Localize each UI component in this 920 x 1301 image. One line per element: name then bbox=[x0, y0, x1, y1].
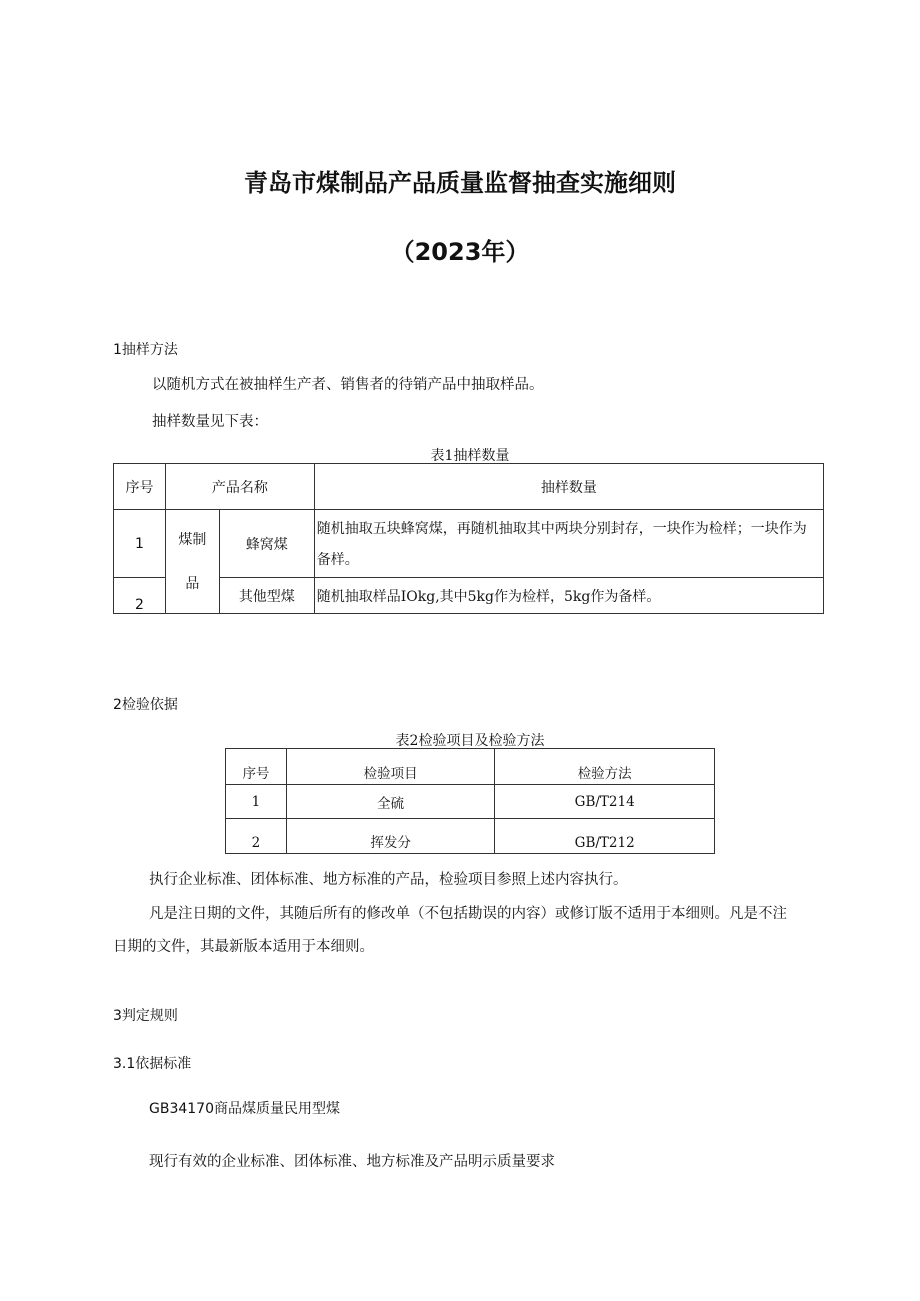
header-product-name: 产品名称 bbox=[165, 464, 314, 510]
table-row bbox=[226, 819, 715, 854]
header-method: 检验方法 bbox=[495, 749, 715, 785]
section-2-paragraph-2-line-2: 日期的文件，其最新版本适用于本细则。 bbox=[113, 939, 374, 955]
table-header-row bbox=[226, 749, 715, 785]
standard-other: 现行有效的企业标准、团体标准、地方标准及产品明示质量要求 bbox=[149, 1154, 555, 1170]
row-1-qty: 随机抽取五块蜂窝煤，再随机抽取其中两块分别封存，一块作为检样；一块作为备样。 bbox=[314, 510, 823, 578]
row-1-no: 1 bbox=[226, 785, 287, 819]
row-2-no: 2 bbox=[226, 819, 287, 854]
table-row bbox=[114, 510, 824, 578]
row-1-product: 蜂窝煤 bbox=[219, 510, 314, 578]
table-header-row bbox=[114, 464, 824, 510]
row-2-item: 挥发分 bbox=[286, 819, 495, 854]
row-1-method: GB/T214 bbox=[495, 785, 715, 819]
row-2-product: 其他型煤 bbox=[219, 578, 314, 614]
section-1-paragraph-2: 抽样数量见下表： bbox=[152, 414, 268, 430]
section-2-paragraph-2-line-1: 凡是注日期的文件，其随后所有的修改单（不包括勘误的内容）或修订版不适用于本细则。凡是不注 bbox=[149, 906, 787, 922]
row-2-qty: 随机抽取样品IOkg,其中5kg作为检样，5kg作为备样。 bbox=[314, 578, 823, 614]
section-1-heading: 1抽样方法 bbox=[113, 342, 178, 358]
sampling-quantity-table bbox=[113, 463, 824, 614]
header-sample-qty: 抽样数量 bbox=[314, 464, 823, 510]
table-2-caption: 表2检验项目及检验方法 bbox=[395, 733, 545, 749]
document-year: （2023年） bbox=[390, 238, 530, 266]
category-cell: 煤制品 bbox=[165, 510, 219, 614]
section-3-heading: 3判定规则 bbox=[113, 1008, 178, 1024]
document-title: 青岛市煤制品产品质量监督抽查实施细则 bbox=[244, 169, 676, 197]
row-2-method: GB/T212 bbox=[495, 819, 715, 854]
row-1-item: 全硫 bbox=[286, 785, 495, 819]
section-1-paragraph-1: 以随机方式在被抽样生产者、销售者的待销产品中抽取样品。 bbox=[152, 377, 544, 393]
header-no: 序号 bbox=[114, 464, 166, 510]
section-3-1-heading: 3.1依据标准 bbox=[113, 1056, 192, 1072]
table-1-caption: 表1抽样数量 bbox=[430, 448, 510, 464]
section-2-paragraph-1: 执行企业标准、团体标准、地方标准的产品，检验项目参照上述内容执行。 bbox=[149, 872, 628, 888]
table-row bbox=[114, 578, 824, 614]
row-2-no: 2 bbox=[114, 578, 166, 614]
header-no: 序号 bbox=[226, 749, 287, 785]
table-row bbox=[226, 785, 715, 819]
section-2-heading: 2检验依据 bbox=[113, 697, 178, 713]
standard-gb34170: GB34170商品煤质量民用型煤 bbox=[149, 1101, 340, 1117]
row-1-no: 1 bbox=[114, 510, 166, 578]
inspection-items-table bbox=[225, 748, 715, 854]
header-item: 检验项目 bbox=[286, 749, 495, 785]
